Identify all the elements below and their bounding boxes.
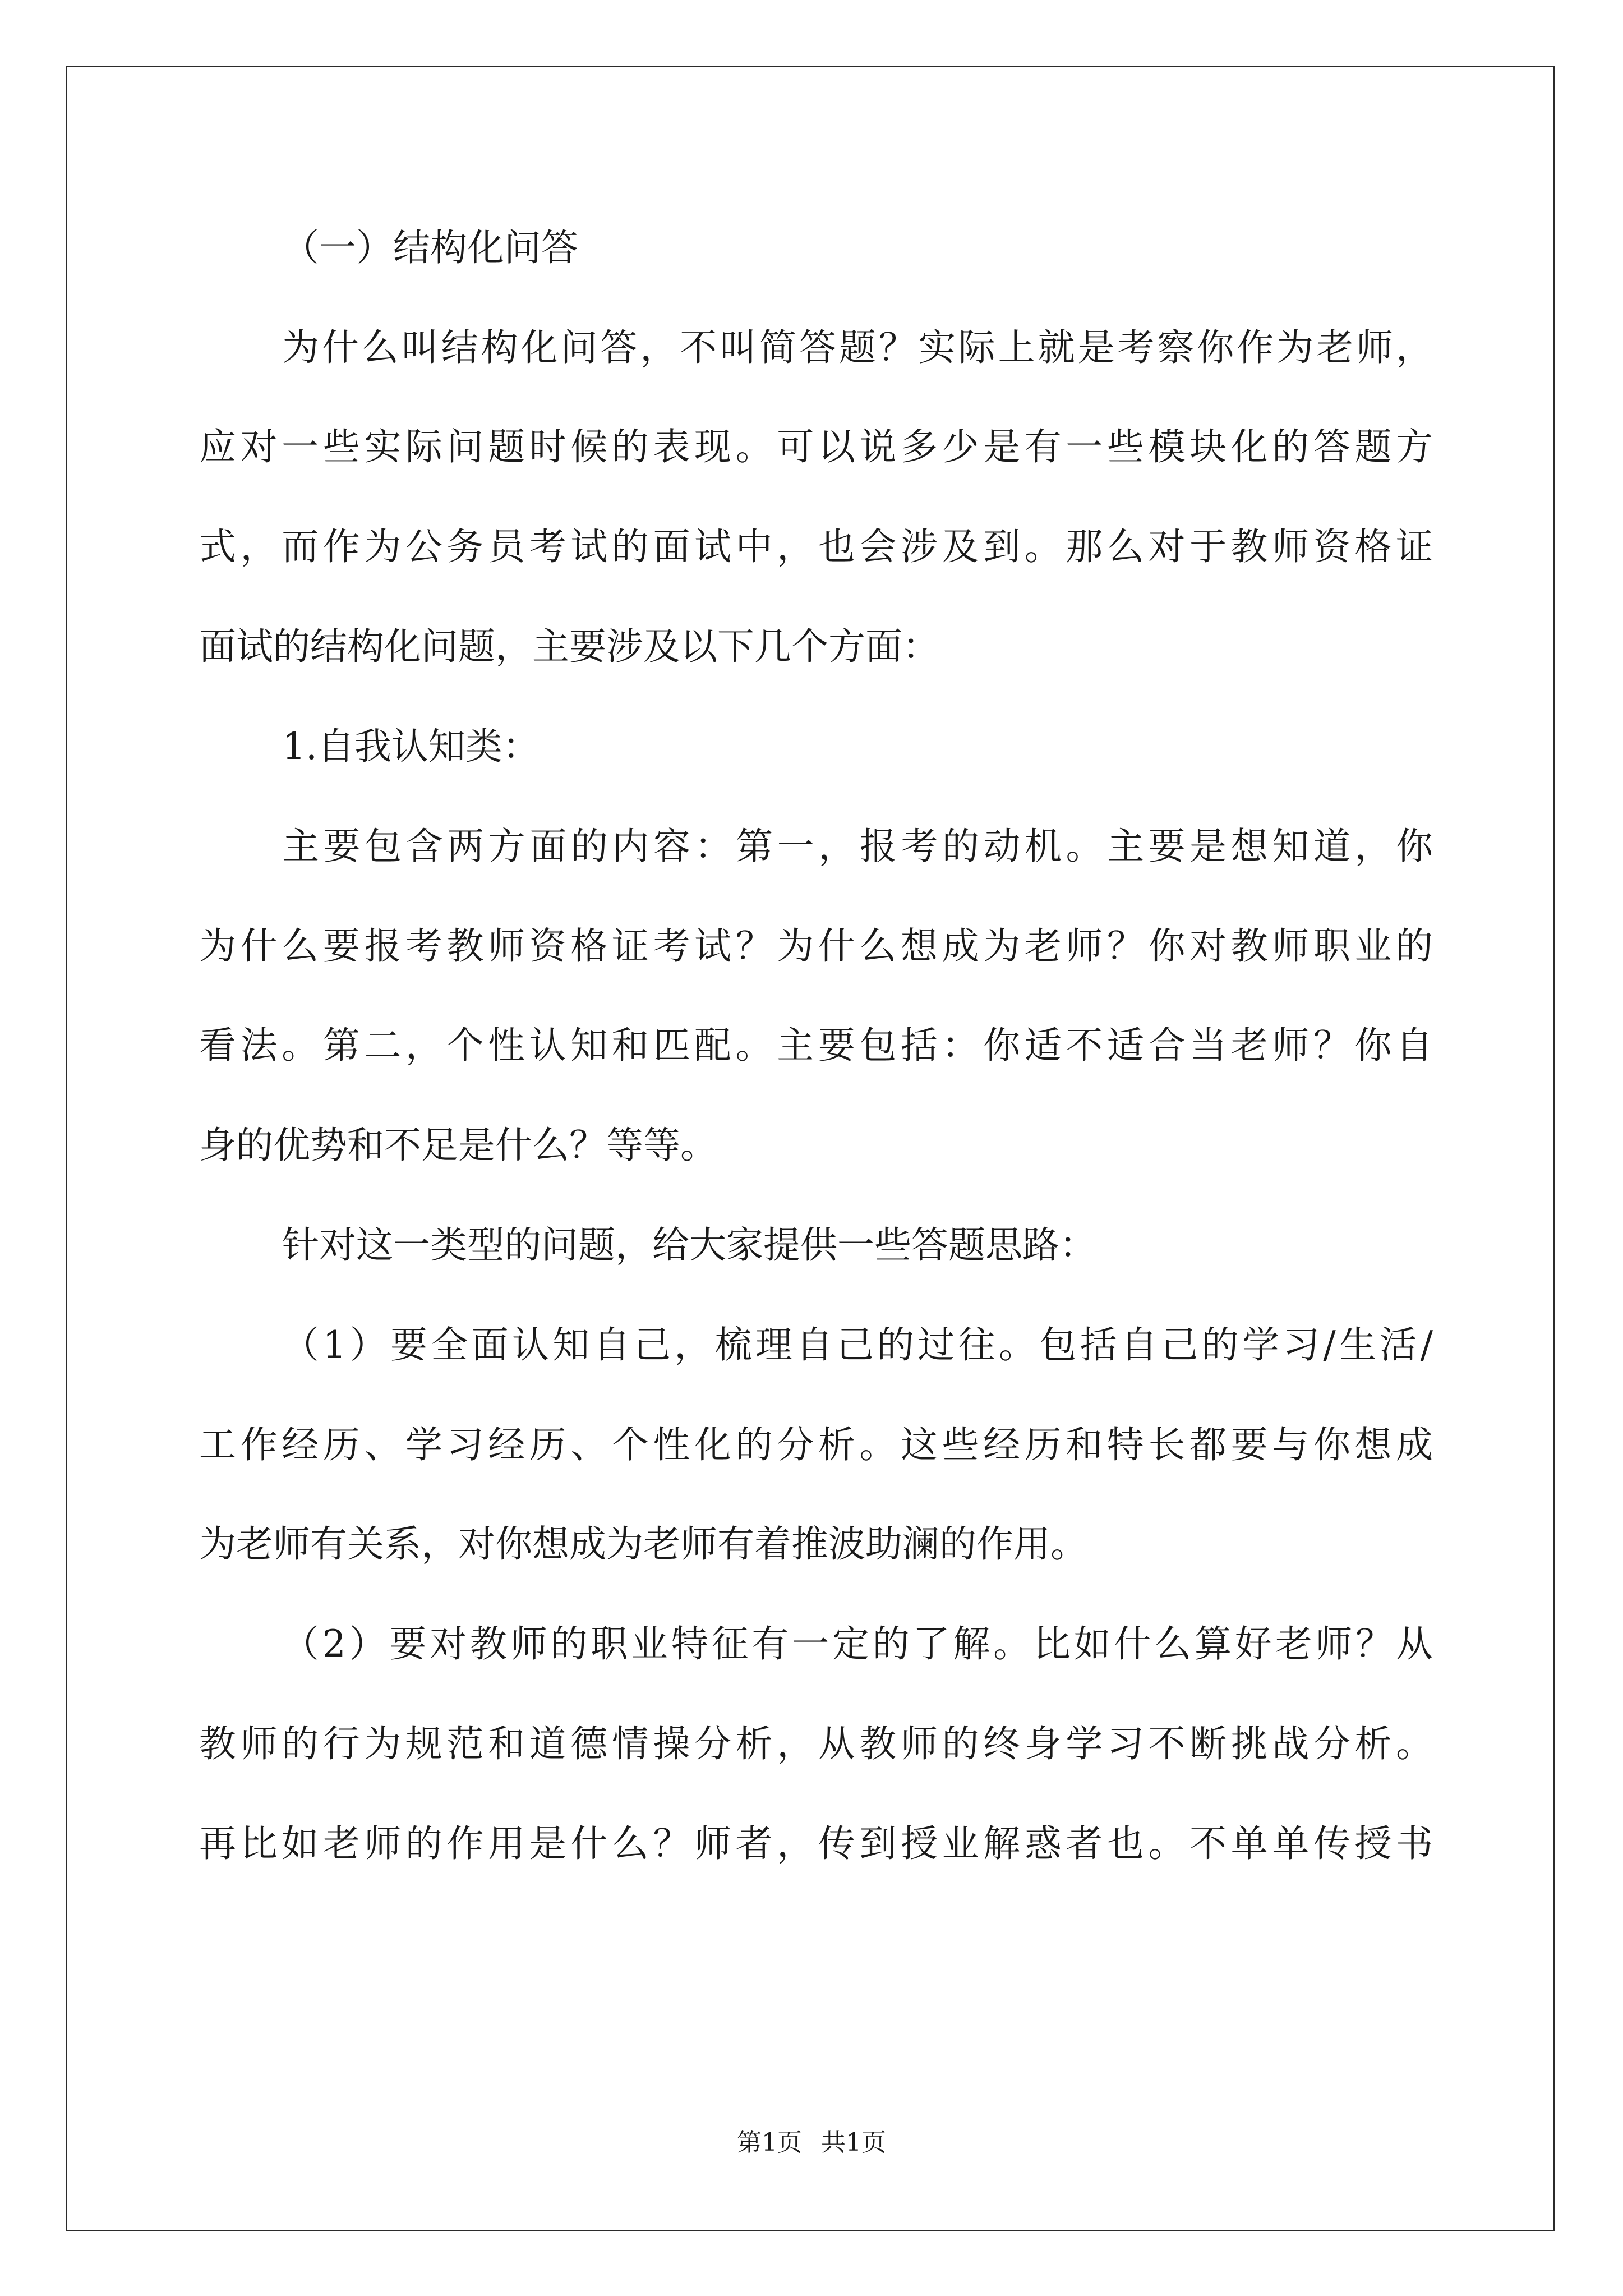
paragraph-line: （2）要对教师的职业特征有一定的了解。比如什么算好老师？从 [282, 1622, 1433, 1665]
page-number-current: 第1页 [737, 2128, 802, 2157]
page-number-total: 共1页 [821, 2128, 886, 2157]
subsection-heading: 1.自我认知类： [282, 725, 540, 768]
paragraph-line: （1）要全面认知自己，梳理自己的过往。包括自己的学习/生活/ [282, 1323, 1433, 1366]
paragraph-line: 看法。第二，个性认知和匹配。主要包括：你适不适合当老师？你自 [199, 1024, 1433, 1067]
paragraph-line: 针对这一类型的问题，给大家提供一些答题思路： [282, 1223, 1096, 1267]
paragraph-line: 式，而作为公务员考试的面试中，也会涉及到。那么对于教师资格证 [199, 525, 1433, 568]
paragraph-line: 身的优势和不足是什么？等等。 [199, 1124, 717, 1167]
page-footer [0, 2126, 1623, 2160]
paragraph-line: 再比如老师的作用是什么？师者，传到授业解惑者也。不单单传授书 [199, 1822, 1433, 1865]
paragraph-line: 教师的行为规范和道德情操分析，从教师的终身学习不断挑战分析。 [199, 1722, 1433, 1765]
paragraph-line: 为什么要报考教师资格证考试？为什么想成为老师？你对教师职业的 [199, 924, 1433, 968]
paragraph-line: 应对一些实际问题时候的表现。可以说多少是有一些模块化的答题方 [199, 425, 1433, 468]
paragraph-line: 为老师有关系，对你想成为老师有着推波助澜的作用。 [199, 1522, 1087, 1566]
paragraph-line: 工作经历、学习经历、个性化的分析。这些经历和特长都要与你想成 [199, 1423, 1433, 1466]
paragraph-line: 主要包含两方面的内容：第一，报考的动机。主要是想知道，你 [282, 825, 1433, 868]
paragraph-line: 为什么叫结构化问答，不叫简答题？实际上就是考察你作为老师， [282, 326, 1433, 369]
section-heading: （一）结构化问答 [282, 226, 578, 269]
paragraph-line: 面试的结构化问题，主要涉及以下几个方面： [199, 625, 939, 668]
